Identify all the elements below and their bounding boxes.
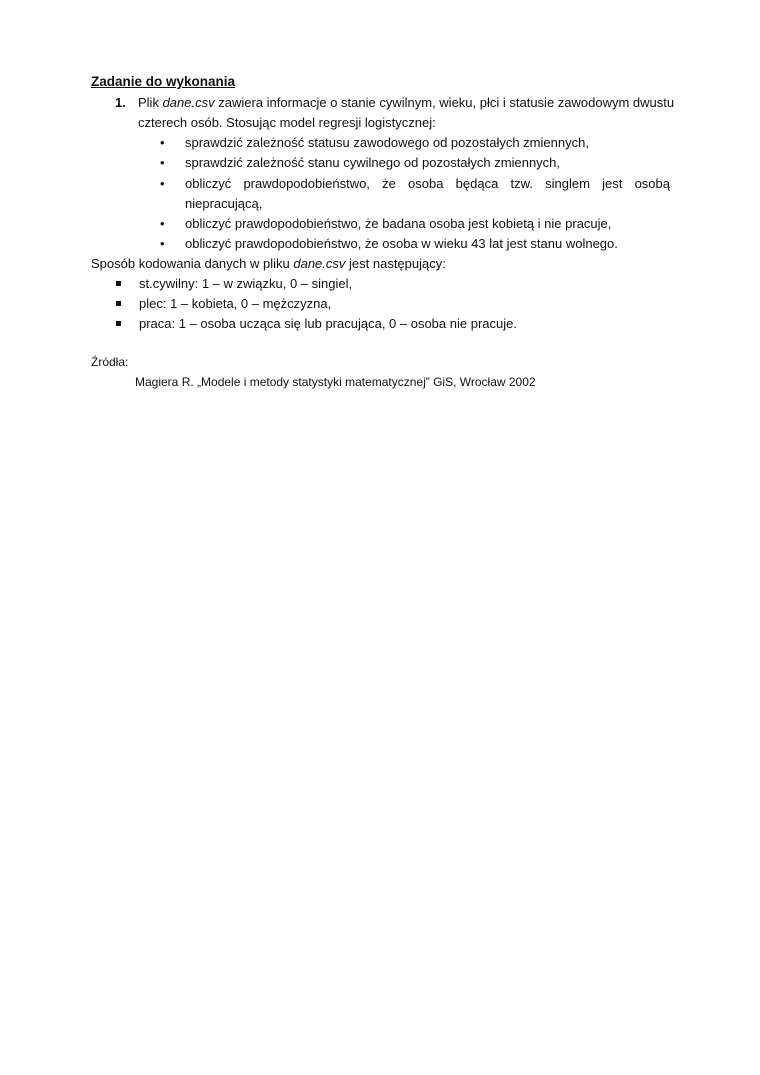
task-intro-line2: czterech osób. Stosując model regresji logistycznej: — [138, 115, 436, 130]
bullet-item: obliczyć prawdopodobieństwo, że osoba będąca tzw. singlem jest osobą — [185, 176, 670, 191]
square-bullet-icon — [116, 321, 121, 326]
intro-text-after: zawiera informacje o stanie cywilnym, wieku, płci i statusie zawodowym dwustu — [214, 95, 675, 110]
sources-reference: Magiera R. „Modele i metody statystyki matematycznej” GiS, Wrocław 2002 — [135, 375, 536, 389]
coding-item: praca: 1 – osoba ucząca się lub pracująca, 0 – osoba nie pracuje. — [139, 316, 517, 331]
bullet-dot: • — [160, 236, 165, 251]
intro-text-before: Plik — [138, 95, 163, 110]
coding-intro — [91, 256, 446, 272]
bullet-item: sprawdzić zależność statusu zawodowego od pozostałych zmiennych, — [185, 135, 589, 150]
bullet-dot: • — [160, 155, 165, 170]
coding-file-name: dane.csv — [293, 256, 346, 271]
bullet-dot: • — [160, 176, 165, 191]
bullet-item-continuation: niepracującą, — [185, 196, 263, 211]
task-heading: Zadanie do wykonania — [91, 74, 236, 89]
file-name: dane.csv — [162, 95, 215, 110]
item-number: 1. — [115, 95, 126, 110]
square-bullet-icon — [116, 301, 121, 306]
bullet-dot: • — [160, 216, 165, 231]
coding-item: plec: 1 – kobieta, 0 – mężczyzna, — [139, 296, 332, 311]
bullet-item: sprawdzić zależność stanu cywilnego od pozostałych zmiennych, — [185, 155, 561, 170]
bullet-item: obliczyć prawdopodobieństwo, że osoba w wieku 43 lat jest stanu wolnego. — [185, 236, 618, 251]
square-bullet-icon — [116, 281, 121, 286]
task-intro-line1 — [138, 95, 674, 111]
bullet-item: obliczyć prawdopodobieństwo, że badana osoba jest kobietą i nie pracuje, — [185, 216, 612, 231]
coding-text-before: Sposób kodowania danych w pliku — [91, 256, 294, 271]
bullet-dot: • — [160, 135, 165, 150]
sources-label: Źródła: — [91, 355, 129, 369]
coding-item: st.cywilny: 1 – w związku, 0 – singiel, — [139, 276, 353, 291]
coding-text-after: jest następujący: — [345, 256, 446, 271]
